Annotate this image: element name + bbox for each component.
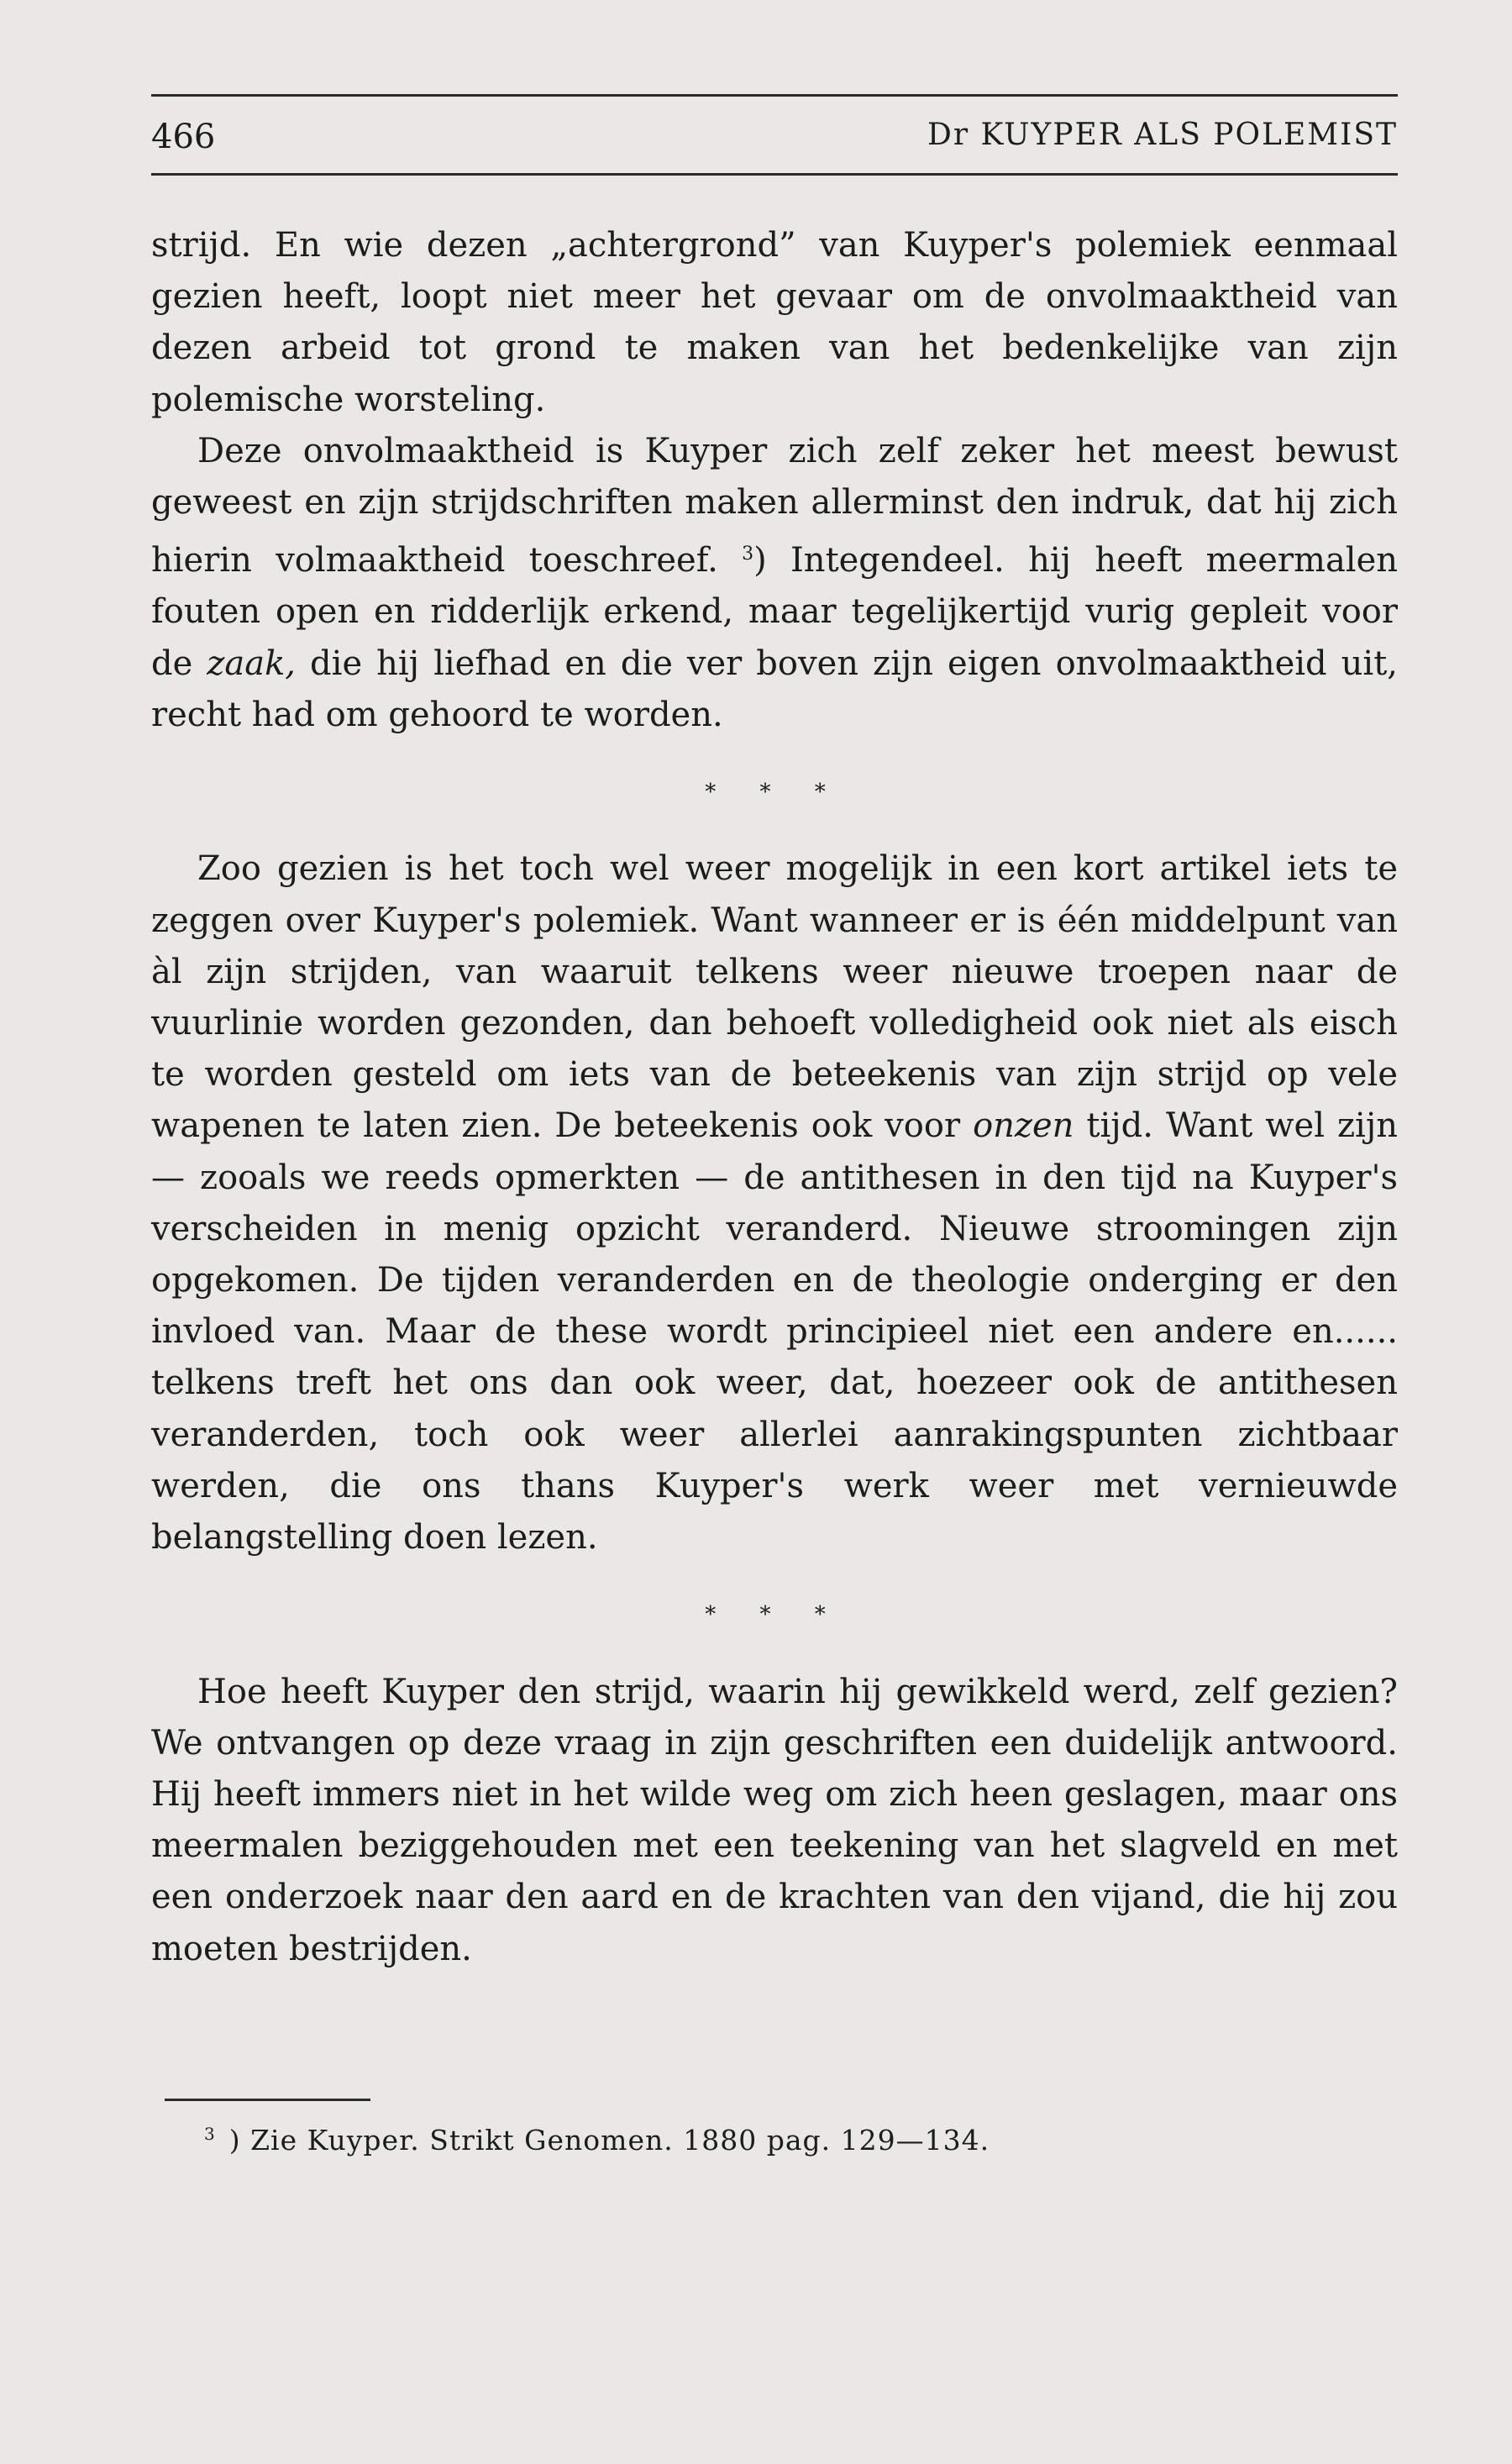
paragraph-3: Zoo gezien is het toch wel weer mogelijk in een kort artikel iets te zeggen over Kuyper's polemiek. Want wanneer er is één middelpunt van àl zijn strijden, van waaruit telkens weer nieuwe troepen naar de vuurlinie worden gezonden, dan behoeft volledigheid ook niet als eisch te worden gesteld om iets van de beteekenis van zijn strijd op vele wapenen te laten zien. De beteekenis ook voor onzen tijd. Want wel zijn — zooals we reeds opmerkten — de antithesen in den tijd na Kuyper's verscheiden in menig opzicht veranderd. Nieuwe stroomingen zijn opgekomen. De tijden veranderden en de theologie onderging er den invloed van. Maar de these wordt principieel niet een andere en...... telkens treft het ons dan ook weer, dat, hoezeer ook de antithesen veranderden, toch ook weer allerlei aanrakingspunten zichtbaar werden, die ons thans Kuyper's werk weer met vernieuwde belangstelling doen lezen. [151, 849, 1399, 1558]
footnote-reference: 3 [742, 544, 754, 565]
running-title: Dr KUYPER ALS POLEMIST [927, 118, 1398, 152]
paragraph-2: Deze onvolmaaktheid is Kuyper zich zelf zeker het meest bewust geweest en zijn strijdschriften maken allerminst den indruk, dat hij zich hierin volmaaktheid toeschreef. $^3$) Integendeel. hij heeft meermalen fouten open en ridderlijk erkend, maar tegelijkertijd vurig gepleit voor de zaak, die hij liefhad en die ver boven zijn eigen onvolmaaktheid uit, recht had om gehoord te worden. [151, 431, 1399, 734]
section-separator: * * * [705, 1602, 844, 1628]
page-number: 466 [151, 118, 216, 156]
emphasis: onzen [973, 1106, 1074, 1146]
emphasis: zaak, [207, 644, 297, 683]
footnote-text: ) Zie Kuyper. Strikt Genomen. 1880 pag. 129—134. [228, 2124, 990, 2157]
footnote-rule [165, 2099, 370, 2101]
paragraph-4: Hoe heeft Kuyper den strijd, waarin hij gewikkeld werd, zelf gezien? We ontvangen op deze vraag in zijn geschriften een duidelijk antwoord. Hij heeft immers niet in het wilde weg om zich heen geslagen, maar ons meermalen beziggehouden met een teekening van het slagveld en met een onderzoek naar den aard en de krachten van den vijand, die hij zou moeten bestrijden. [151, 1672, 1398, 1968]
main-text [151, 220, 1398, 1975]
paragraph-1: strijd. En wie dezen „achtergrond” van Kuyper's polemiek eenmaal gezien heeft, loopt niet meer het gevaar om de onvolmaaktheid van dezen arbeid tot grond te maken van het bedenkelijke van zijn polemische worsteling. [151, 226, 1398, 419]
section-separator: * * * [705, 780, 844, 806]
header-rule [151, 173, 1398, 176]
top-rule [151, 94, 1398, 97]
footnote-marker: 3 [204, 2124, 216, 2144]
footnote [204, 2124, 990, 2157]
